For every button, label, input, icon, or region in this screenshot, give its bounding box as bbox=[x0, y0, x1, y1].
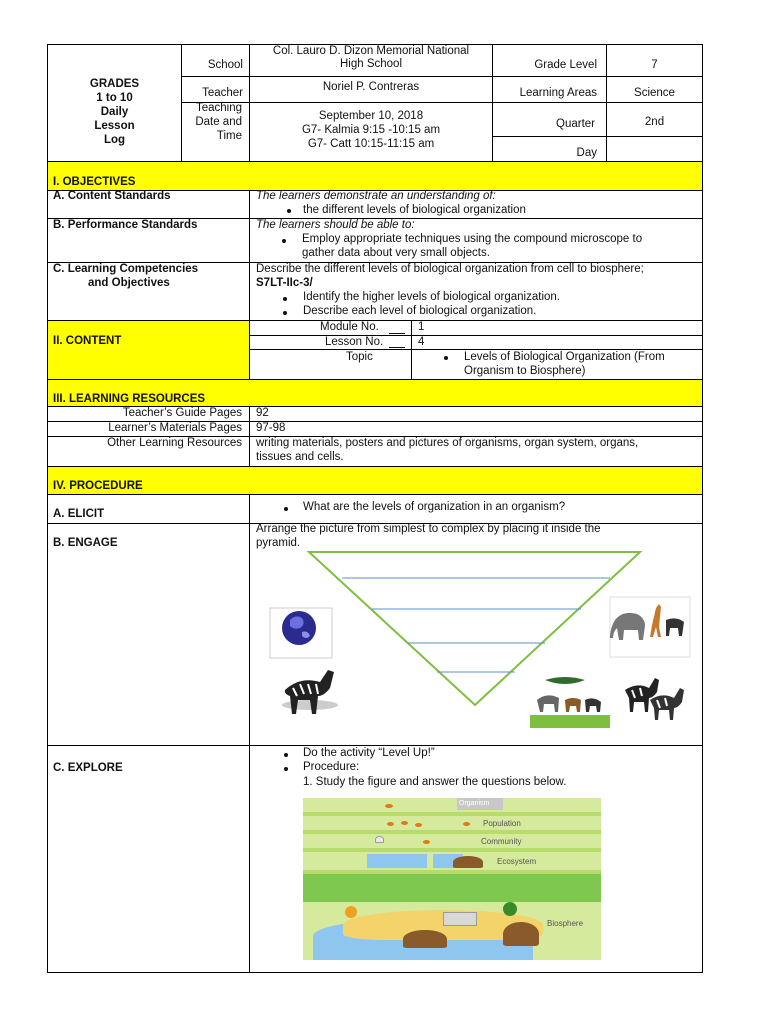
other-value: writing materials, posters and pictures of organisms, organ system, organs, bbox=[256, 437, 639, 449]
date-label: Date and bbox=[195, 116, 242, 128]
date-label: Time bbox=[216, 130, 242, 142]
topic-value: Levels of Biological Organization (From bbox=[464, 351, 665, 363]
zebra-herd-picture bbox=[620, 672, 692, 724]
savanna-picture bbox=[530, 677, 610, 728]
city-icon bbox=[443, 912, 477, 926]
tg-label: Teacher’s Guide Pages bbox=[122, 407, 242, 419]
competencies-code: S7LT-IIc-3/ bbox=[256, 277, 313, 289]
log-title-line: GRADES bbox=[89, 78, 140, 90]
log-title-line: Log bbox=[103, 134, 126, 146]
bullet-icon bbox=[283, 311, 287, 315]
teacher-value: Noriel P. Contreras bbox=[322, 81, 420, 93]
rock-icon bbox=[453, 856, 483, 868]
fish-icon bbox=[401, 821, 408, 825]
bullet-icon bbox=[283, 297, 287, 301]
date-value: September 10, 2018 bbox=[318, 110, 424, 122]
lm-label: Learner’s Materials Pages bbox=[108, 422, 242, 434]
bullet-icon bbox=[284, 767, 288, 771]
bullet-icon bbox=[284, 753, 288, 757]
lesson-blank bbox=[389, 347, 405, 348]
fish-icon bbox=[387, 822, 394, 826]
lm-value: 97-98 bbox=[256, 422, 286, 434]
bullet-icon bbox=[284, 507, 288, 511]
figure-label-community: Community bbox=[481, 837, 522, 846]
lesson-label: Lesson No. bbox=[325, 336, 384, 348]
earth-picture bbox=[270, 608, 332, 658]
school-value: Col. Lauro D. Dizon Memorial National bbox=[272, 45, 470, 57]
topic-label: Topic bbox=[346, 351, 373, 363]
objectives-heading-bg bbox=[48, 162, 702, 190]
engage-text: Arrange the picture from simplest to complex by placing it inside the bbox=[256, 523, 601, 535]
engage-label: B. ENGAGE bbox=[53, 537, 118, 549]
competencies-label: C. Learning Competencies bbox=[53, 263, 199, 275]
sun-icon bbox=[345, 906, 357, 918]
competencies-bullet: Identify the higher levels of biological organization. bbox=[303, 291, 560, 303]
content-heading-bg bbox=[48, 321, 250, 379]
module-label: Module No. bbox=[320, 321, 379, 333]
area-value: Science bbox=[634, 87, 675, 99]
grade-label: Grade Level bbox=[534, 59, 597, 71]
date-value: G7- Catt 10:15-11:15 am bbox=[307, 138, 435, 150]
bullet-icon bbox=[282, 239, 286, 243]
topic-value: Organism to Biosphere) bbox=[464, 365, 586, 377]
figure-label-population: Population bbox=[483, 819, 521, 828]
quarter-label: Quarter bbox=[556, 118, 595, 130]
content-standards-bullet: the different levels of biological organization bbox=[303, 204, 526, 216]
date-value: G7- Kalmia 9:15 -10:15 am bbox=[301, 124, 441, 136]
rock-icon bbox=[503, 922, 539, 946]
competencies-text: Describe the different levels of biological organization from cell to biosphere; bbox=[256, 263, 644, 275]
content-standards-label: A. Content Standards bbox=[53, 190, 171, 202]
resources-heading: III. LEARNING RESOURCES bbox=[53, 393, 206, 405]
performance-intro: The learners should be able to: bbox=[256, 219, 415, 231]
elephant-giraffe-picture bbox=[610, 597, 690, 657]
elicit-text: What are the levels of organization in an organism? bbox=[303, 501, 566, 513]
fish-icon bbox=[423, 840, 430, 844]
school-value: High School bbox=[339, 58, 402, 70]
objectives-heading: I. OBJECTIVES bbox=[53, 176, 136, 188]
procedure-heading: IV. PROCEDURE bbox=[53, 480, 143, 492]
log-title-line: Lesson bbox=[94, 120, 135, 132]
figure-label-biosphere: Biosphere bbox=[547, 919, 584, 928]
log-title-line: 1 to 10 bbox=[96, 92, 133, 104]
teacher-label: Teacher bbox=[202, 87, 243, 99]
explore-bullet: Do the activity “Level Up!” bbox=[303, 747, 435, 759]
content-standards-intro: The learners demonstrate an understanding of: bbox=[256, 190, 496, 202]
competencies-bullet: Describe each level of biological organization. bbox=[303, 305, 537, 317]
school-label: School bbox=[207, 59, 243, 71]
figure-label-organism: Organism bbox=[459, 800, 490, 807]
level-up-figure bbox=[303, 798, 601, 960]
zebra-picture bbox=[282, 670, 338, 714]
other-label: Other Learning Resources bbox=[107, 437, 242, 449]
bullet-icon bbox=[444, 356, 448, 360]
fish-icon bbox=[385, 804, 393, 808]
lesson-value: 4 bbox=[418, 336, 425, 348]
elicit-label: A. ELICIT bbox=[53, 508, 105, 520]
bullet-icon bbox=[287, 209, 291, 213]
area-label: Learning Areas bbox=[519, 87, 597, 99]
date-label: Teaching bbox=[195, 102, 242, 114]
explore-label: C. EXPLORE bbox=[53, 762, 123, 774]
module-value: 1 bbox=[418, 321, 425, 333]
performance-label: B. Performance Standards bbox=[53, 219, 198, 231]
figure-band bbox=[303, 798, 601, 812]
tg-value: 92 bbox=[256, 407, 269, 419]
rock-icon bbox=[403, 930, 447, 948]
performance-bullet: Employ appropriate techniques using the compound microscope to bbox=[302, 233, 643, 245]
performance-bullet: gather data about very small objects. bbox=[302, 247, 490, 259]
fish-icon bbox=[415, 823, 422, 827]
content-heading: II. CONTENT bbox=[53, 335, 122, 347]
fish-icon bbox=[463, 822, 470, 826]
jellyfish-icon bbox=[375, 836, 384, 843]
log-title-line: Daily bbox=[100, 106, 129, 118]
other-value: tissues and cells. bbox=[256, 451, 344, 463]
figure-band bbox=[303, 874, 601, 902]
module-blank bbox=[389, 333, 405, 334]
competencies-label: and Objectives bbox=[88, 277, 170, 289]
tree-icon bbox=[503, 902, 517, 916]
figure-band bbox=[303, 834, 601, 848]
grade-value: 7 bbox=[651, 59, 658, 71]
engage-text: pyramid. bbox=[256, 537, 301, 549]
pyramid-triangle bbox=[309, 552, 640, 705]
explore-bullet: Procedure: bbox=[303, 761, 360, 773]
water-patch bbox=[367, 854, 427, 868]
day-label: Day bbox=[576, 147, 597, 159]
quarter-value: 2nd bbox=[644, 116, 665, 128]
figure-band bbox=[303, 816, 601, 830]
figure-label-ecosystem: Ecosystem bbox=[497, 857, 537, 866]
procedure-heading-bg bbox=[48, 467, 702, 494]
explore-step: 1. Study the figure and answer the questions below. bbox=[303, 776, 567, 788]
